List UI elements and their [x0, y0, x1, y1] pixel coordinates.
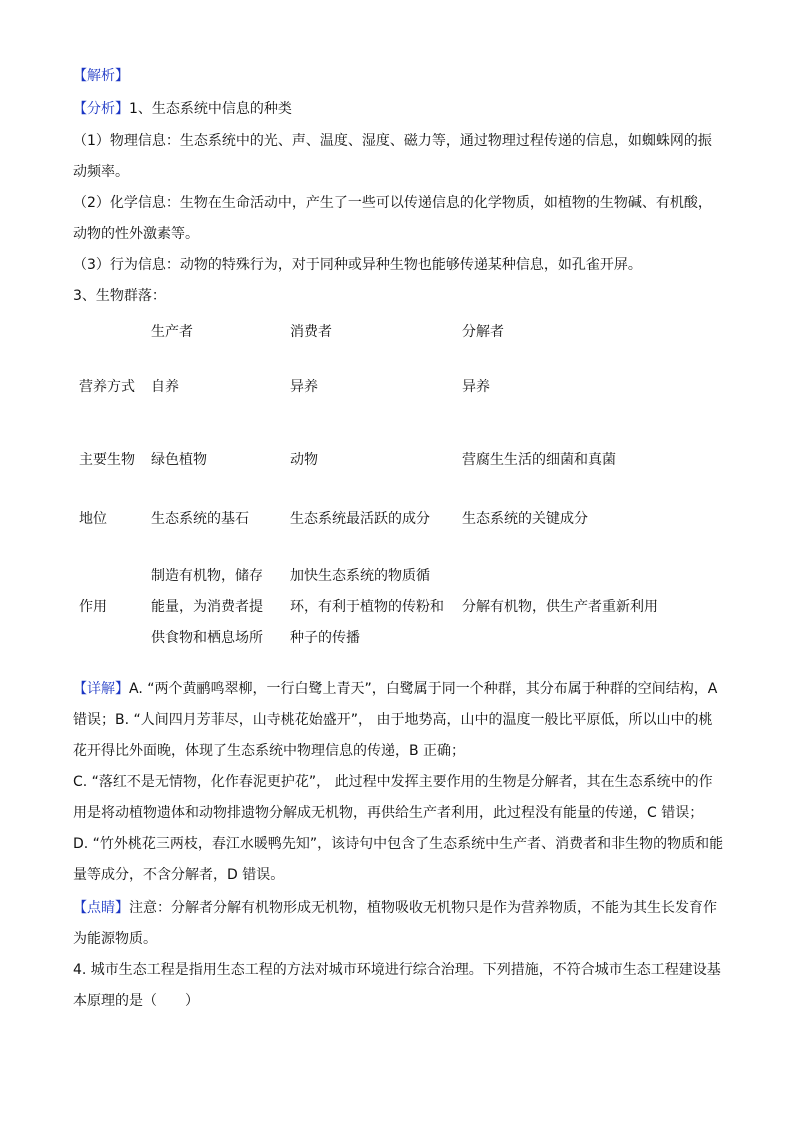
table-row [73, 543, 672, 671]
text-line: 动频率。 [73, 164, 129, 180]
table-cell: 生态系统的基石 [151, 510, 249, 527]
table-header-row [73, 314, 672, 350]
table-header-cell [73, 314, 151, 350]
table-cell: 营腐生生活的细菌和真菌 [462, 451, 616, 468]
table-cell: 绿色植物 [151, 451, 207, 468]
text-line: （1）物理信息：生态系统中的光、声、温度、湿度、磁力等，通过物理过程传递的信息，如蜘蛛网的振 [73, 133, 712, 149]
text-line: D. “竹外桃花三两枝，春江水暖鸭先知”，该诗句中包含了生态系统中生产者、消费者和非生物的物质和能 [73, 836, 724, 852]
table-cell: 生态系统的关键成分 [462, 510, 588, 527]
community-table [73, 314, 672, 671]
text-line: 用是将动植物遗体和动物排遗物分解成无机物，再供给生产者利用，此过程没有能量的传递，C 错误； [73, 805, 704, 821]
table-cell: 分解有机物，供生产者重新利用 [462, 598, 658, 615]
text-line: 量等成分，不含分解者，D 错误。 [73, 867, 285, 883]
text-line: C. “落红不是无情物，化作春泥更护花”， 此过程中发挥主要作用的生物是分解者，其在生态系统中的作 [73, 774, 713, 790]
table-row-label: 营养方式 [79, 379, 135, 395]
table-row [73, 350, 672, 425]
table-cell: 异养 [462, 379, 490, 395]
text-line: 为能源物质。 [73, 931, 157, 947]
detail-heading: 【详解】A. “两个黄鹂鸣翠柳，一行白鹭上青天”，白鹭属于同一个种群，其分布属于种群的空间结构，A [73, 681, 718, 697]
table-row [73, 425, 672, 495]
table-row-label: 地位 [79, 510, 107, 527]
table-cell: 自养 [151, 379, 179, 395]
text-line: 动物的性外激素等。 [73, 226, 199, 242]
table-header-cell: 消费者 [290, 323, 332, 340]
table-cell: 异养 [290, 379, 318, 395]
table-row [73, 495, 672, 543]
table-row-label: 作用 [79, 598, 107, 615]
section-heading-analysis: 【解析】 [73, 68, 129, 84]
question-line: 本原理的是（ ） [73, 993, 199, 1009]
text-line: （2）化学信息：生物在生命活动中，产生了一些可以传递信息的化学物质，如植物的生物碱、有机酸， [73, 195, 712, 211]
table-cell: 生态系统最活跃的成分 [290, 510, 430, 527]
table-header-cell: 生产者 [151, 323, 193, 340]
question-line: 4. 城市生态工程是指用生态工程的方法对城市环境进行综合治理。下列措施，不符合城市生态工程建设基 [73, 962, 721, 978]
table-row-label: 主要生物 [79, 451, 135, 468]
text-line: 花开得比外面晚，体现了生态系统中物理信息的传递，B 正确； [73, 743, 466, 759]
table-cell: 动物 [290, 451, 318, 468]
table-cell: 加快生态系统的物质循环，有利于植物的传粉和种子的传播 [290, 567, 444, 646]
text-line: 3、生物群落： [73, 288, 166, 304]
table-header-cell: 分解者 [462, 323, 504, 340]
text-line: 错误；B. “人间四月芳菲尽，山寺桃花始盛开”， 由于地势高，山中的温度一般比平原低，所以山中的桃 [73, 712, 713, 728]
note-heading: 【点睛】注意：分解者分解有机物形成无机物，植物吸收无机物只是作为营养物质，不能为其生长发育作 [73, 900, 717, 916]
text-line: （3）行为信息：动物的特殊行为，对于同种或异种生物也能够传递某种信息，如孔雀开屏。 [73, 257, 642, 273]
table-cell: 制造有机物，储存能量，为消费者提供食物和栖息场所 [151, 567, 263, 646]
analysis-heading: 【分析】1、生态系统中信息的种类 [73, 101, 292, 117]
